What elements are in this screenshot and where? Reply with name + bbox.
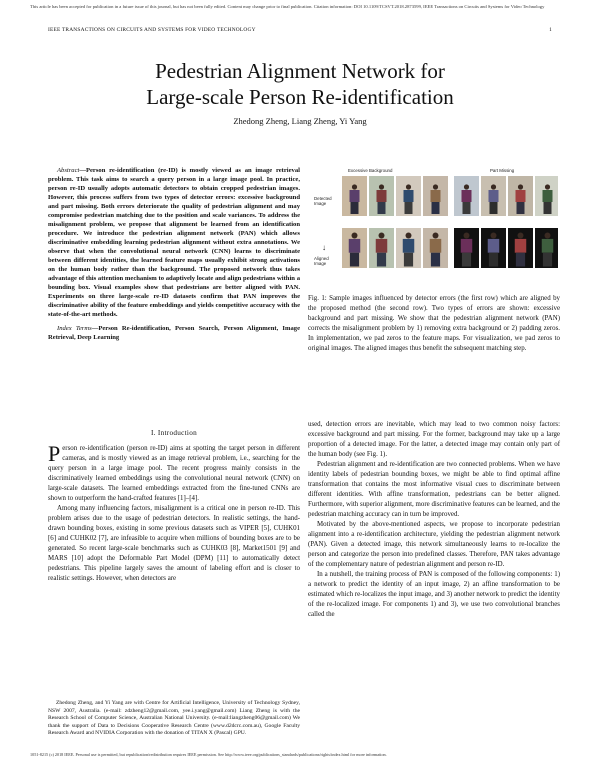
title-line-1: Pedestrian Alignment Network for [155,59,445,83]
author-footnote [48,700,300,738]
pedestrian-thumbnail [508,176,533,216]
title-line-2: Large-scale Person Re-identification [146,85,454,109]
abstract-label: Abstract [57,167,80,174]
drop-cap: P [48,441,61,466]
pedestrian-thumbnail [454,228,479,268]
copyright-footer: 1051-8215 (c) 2018 IEEE. Personal use is permitted, but republication/redistribution requires IEEE permission. See http://www.ieee.org/publications_standards/publications/rights/index.html for more information. [30,752,387,757]
index-terms-label: Index Terms [57,325,92,332]
intro-paragraph-1-text: erson re-identification (person re-ID) aims at spotting the target person in different cameras, and is mostly viewed as an image retrieval problem, i.e., searching for the query person in a large image pool. The recent progress mainly consists in the discriminatively learned embeddings using the convolutional neural network (CNN) on large-scale datasets. The learned embeddings extracted from the fine-tuned CNNs are shown to outperform the hand-crafted features [1]–[4]. [48,445,300,502]
label-detected-image: Detected Image [314,196,332,206]
footnote-text: Zhedong Zheng, and Yi Yang are with Centre for Artificial Intelligence, University of Technology Sydney, NSW 2007, Australia. (e-mail: zdzheng12@gmail.com, yee.i.yang@gmail.com) Liang Zheng is with the Research School of Computer Science, Australian National University. (e-mail:liangzheng06@gmail.com) We thank the support of Data to Decisions Cooperative Research Centre (www.d2dcrc.com.au), Google Faculty Research Award and NVIDIA Corporation with the donation of TITAN X (Pascal) GPU. [48,700,300,737]
pedestrian-thumbnail [342,176,367,216]
page-number: 1 [549,27,552,33]
pedestrian-thumbnail [481,228,506,268]
intro-paragraph-2: Among many influencing factors, misalignment is a critical one in person re-ID. This problem arises due to the usage of pedestrian detectors. In realistic settings, the hand-drawn bounding boxes, existing in some previous datasets such as VIPER [5], CUHK01 [6] and CUHK02 [7], are infeasible to acquire when millions of bounding boxes are to be generated. So recent large-scale benchmarks such as CUHK03 [8], Market1501 [9] and MARS [10] adopt the Deformable Part Model (DPM) [11] to automatically detect pedestrians. This pipeline largely saves the amount of labeling effort and is closer to realistic settings. However, when detectors are [48,505,300,582]
down-arrow-icon: ↓ [322,243,326,252]
abstract [48,166,300,342]
pedestrian-thumbnail [508,228,533,268]
pedestrian-thumbnail [423,176,448,216]
pedestrian-thumbnail [454,176,479,216]
intro-col2-paragraph-4: In a nutshell, the training process of PAN is composed of the following components: 1) a network to predict the identity of an input image, 2) an affine transformation to be estimated which re-localizes the input image, and 3) another network to predict the identity of the re-localized image. For components 1) and 3), we use two convolutional branches called the [308,571,560,618]
abstract-text: —Person re-identification (re-ID) is mostly viewed as an image retrieval problem. This task aims to search a query person in a large image pool. In practice, person re-ID usually adopts automatic detectors to obtain cropped pedestrian images. However, this process suffers from two types of detector errors: excessive background and part missing. Both errors deteriorate the quality of pedestrian alignment and may compromise pedestrian matching due to the position and scale variances. To address the misalignment problem, we propose that alignment be learned from an identification procedure. We introduce the pedestrian alignment network (PAN) which allows discriminative embedding learning pedestrian alignment without extra annotations. We observe that when the convolutional neural network (CNN) learns to discriminate between different identities, the learned feature maps usually exhibit strong activations on the human body rather than the background. The proposed network thus takes advantage of this attention mechanism to adaptively locate and align pedestrians within a bounding box. Visual examples show that pedestrians are better aligned with PAN. Experiments on three large-scale re-ID datasets confirm that PAN improves the discriminative ability of the feature embeddings and yields competitive accuracy with the state-of-the-art methods. [48,167,300,318]
pedestrian-thumbnail [423,228,448,268]
label-aligned-image: Aligned Image [314,256,329,266]
pedestrian-thumbnail [396,176,421,216]
journal-name: IEEE TRANSACTIONS ON CIRCUITS AND SYSTEMS FOR VIDEO TECHNOLOGY [48,27,256,33]
paper-title [60,58,540,110]
pedestrian-thumbnail [535,176,558,216]
pedestrian-thumbnail [481,176,506,216]
intro-paragraph-1 [48,441,300,504]
image-grid [342,176,558,268]
pedestrian-thumbnail [342,228,367,268]
intro-col2-paragraph-2: Pedestrian alignment and re-identification are two connected problems. When we have identity labels of pedestrian bounding boxes, we might be able to find optimal affine transformation that contains the most informative visual cues to discriminate between different identities. With affine transformation, pedestrians can be better aligned. Furthermore, with superior alignment, more discriminative features can be learned, and the pedestrian matching accuracy can in turn be improved. [308,461,560,518]
label-excessive-background: Excessive Background [348,168,393,173]
figure-1 [314,166,558,284]
pedestrian-thumbnail [369,176,394,216]
intro-col2-paragraph-1: used, detection errors are inevitable, which may lead to two common noisy factors: excessive background and part missing. For the former, background may take up a large proportion of a detected image. For the latter, a detected image may contain only part of the human body (see Fig. 1). [308,421,560,458]
publication-notice: This article has been accepted for publication in a future issue of this journal, but has not been fully edited. Content may change prior to final publication. Citation information: DOI 10.1109/TCSVT.2018.2873599, IEEE Transactions on Circuits and Systems for Video Technology [30,4,545,9]
pedestrian-thumbnail [396,228,421,268]
pedestrian-thumbnail [535,228,558,268]
label-part-missing: Part Missing [490,168,515,173]
intro-column-1 [48,441,300,584]
index-terms-text: —Person Re-identification, Person Search, Person Alignment, Image Retrieval, Deep Learning [48,325,300,341]
figure-caption: Fig. 1: Sample images influenced by detector errors (the first row) which are aligned by the proposed method (the second row). Two types of errors are shown: excessive background and part missing. We show that the pedestrian alignment network (PAN) corrects the misalignment problem by 1) removing extra background or 2) padding zeros. In implementation, we pad zeros to the feature maps. For visualization, we pad zeros to original images. The aligned images thus benefit the subsequent matching step. [308,295,560,352]
section-heading: I. Introduction [150,429,198,437]
sample-images [314,166,558,284]
pedestrian-thumbnail [369,228,394,268]
author-list: Zhedong Zheng, Liang Zheng, Yi Yang [233,116,367,126]
intro-column-2 [308,420,560,620]
running-header [48,27,552,33]
intro-col2-paragraph-3: Motivated by the above-mentioned aspects, we propose to incorporate pedestrian alignment into a re-identification architecture, yielding the pedestrian alignment network (PAN). Given a detected image, this network simultaneously learns to re-localize the person and categorize the person into predefined classes. Therefore, PAN takes advantage of the complementary nature of pedestrian alignment and person re-ID. [308,521,560,568]
